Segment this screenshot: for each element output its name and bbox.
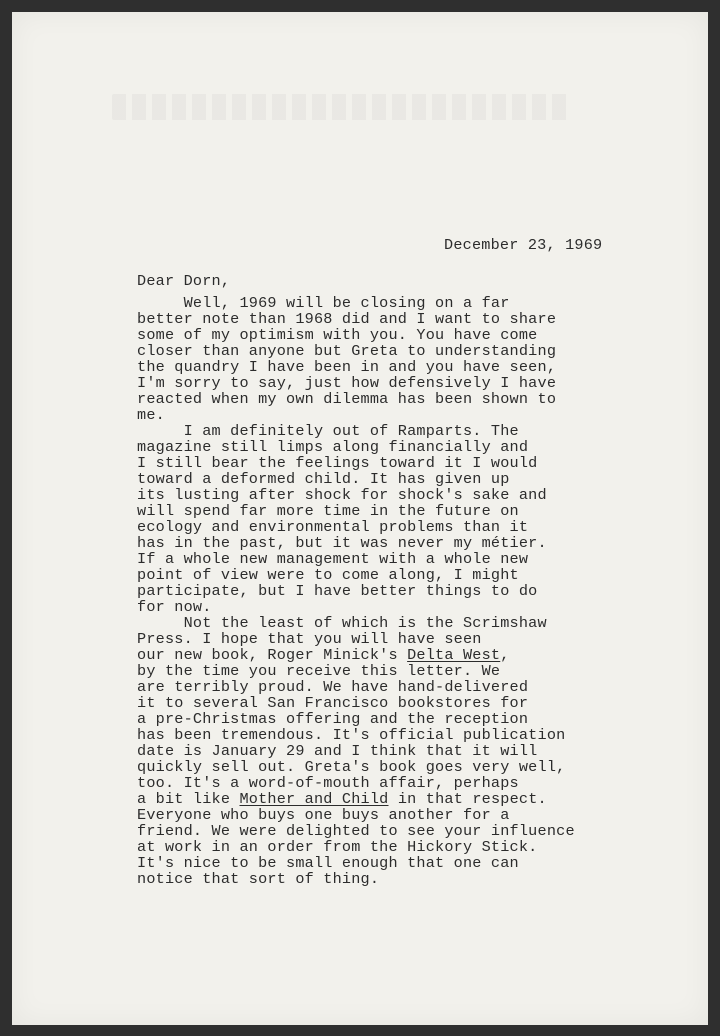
letter-line: Everyone who buys one buys another for a (137, 806, 510, 824)
letter-line: a bit like Mother and Child in that respect. (137, 790, 547, 808)
letter-line: has in the past, but it was never my métier. (137, 534, 547, 552)
letter-line: too. It's a word-of-mouth affair, perhaps (137, 774, 519, 792)
letter-line: Press. I hope that you will have seen (137, 630, 482, 648)
letter-line: the quandry I have been in and you have seen, (137, 358, 557, 376)
letter-line: ecology and environmental problems than it (137, 518, 529, 536)
letterhead-bleedthrough (112, 94, 572, 120)
letter-line: some of my optimism with you. You have come (137, 326, 538, 344)
letter-line: for now. (137, 598, 212, 616)
letter-line: at work in an order from the Hickory Stick. (137, 838, 538, 856)
letter-line: closer than anyone but Greta to understanding (137, 342, 557, 360)
letter-line: toward a deformed child. It has given up (137, 470, 510, 488)
letter-line: notice that sort of thing. (137, 870, 380, 888)
letter-line: I am definitely out of Ramparts. The (137, 422, 519, 440)
letter-line: Not the least of which is the Scrimshaw (137, 614, 547, 632)
letter-line: will spend far more time in the future on (137, 502, 519, 520)
letter-line: It's nice to be small enough that one can (137, 854, 519, 872)
underlined-title: Delta West (407, 646, 501, 664)
letter-line: If a whole new management with a whole new (137, 550, 529, 568)
letter-line: point of view were to come along, I might (137, 566, 519, 584)
letter-body (137, 295, 575, 887)
letter-line: its lusting after shock for shock's sake and (137, 486, 547, 504)
letter-salutation: Dear Dorn, (137, 272, 231, 290)
letter-line: a pre-Christmas offering and the reception (137, 710, 529, 728)
letter-line: me. (137, 406, 165, 424)
letter-line: Well, 1969 will be closing on a far (137, 294, 510, 312)
letter-line: I'm sorry to say, just how defensively I have (137, 374, 557, 392)
letter-line: participate, but I have better things to do (137, 582, 538, 600)
letter-date: December 23, 1969 (444, 236, 603, 254)
letter-line: reacted when my own dilemma has been shown to (137, 390, 557, 408)
letter-line: magazine still limps along financially and (137, 438, 529, 456)
letter-line: it to several San Francisco bookstores for (137, 694, 529, 712)
letter-line: I still bear the feelings toward it I would (137, 454, 538, 472)
underlined-title: Mother and Child (239, 790, 389, 808)
letter-line: our new book, Roger Minick's Delta West, (137, 646, 510, 664)
letter-line: date is January 29 and I think that it will (137, 742, 538, 760)
letter-line: by the time you receive this letter. We (137, 662, 501, 680)
letter-line: better note than 1968 did and I want to share (137, 310, 557, 328)
letter-line: quickly sell out. Greta's book goes very well, (137, 758, 566, 776)
letter-line: friend. We were delighted to see your influence (137, 822, 575, 840)
letter-line: has been tremendous. It's official publication (137, 726, 566, 744)
letter-line: are terribly proud. We have hand-delivered (137, 678, 529, 696)
